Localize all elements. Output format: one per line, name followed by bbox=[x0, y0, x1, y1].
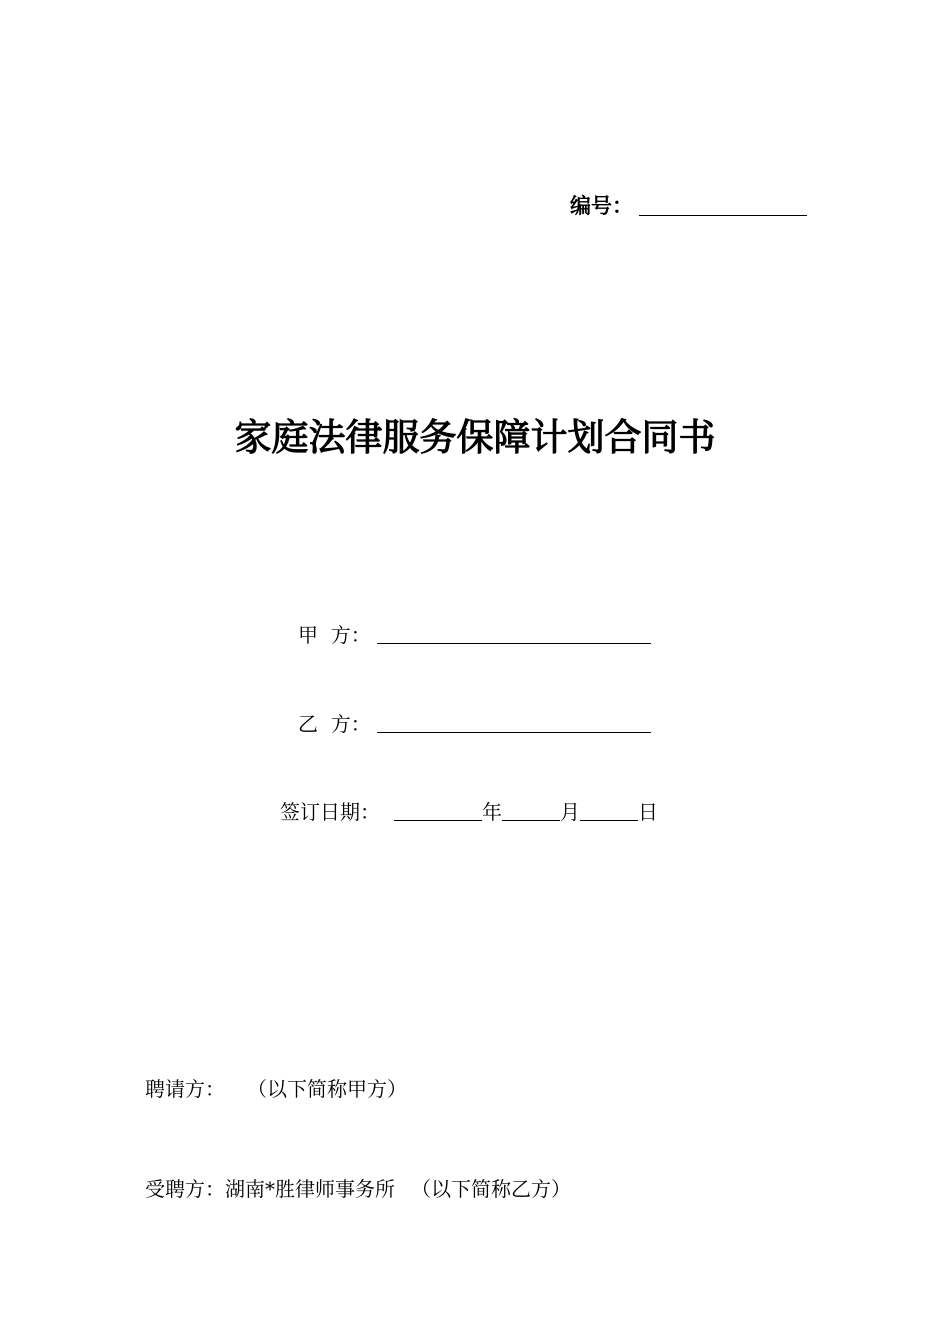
party-a-label: 甲 方： bbox=[298, 623, 371, 647]
signing-year-blank[interactable] bbox=[394, 820, 482, 821]
signing-month-unit: 月 bbox=[560, 800, 580, 824]
signing-month-blank[interactable] bbox=[502, 820, 560, 821]
contract-number-label: 编号： bbox=[570, 194, 633, 218]
employee-label: 受聘方： bbox=[145, 1177, 225, 1201]
employee-value: 湖南*胜律师事务所 bbox=[225, 1177, 395, 1201]
signing-date-label: 签订日期： bbox=[280, 800, 380, 824]
party-b-blank[interactable] bbox=[377, 732, 651, 733]
document-title: 家庭法律服务保障计划合同书 bbox=[234, 416, 716, 459]
employer-line bbox=[145, 1074, 407, 1104]
contract-number bbox=[570, 188, 807, 220]
contract-number-blank[interactable] bbox=[639, 215, 807, 216]
employee-note: （以下简称乙方） bbox=[411, 1177, 571, 1201]
employee-line bbox=[145, 1174, 571, 1204]
employer-note: （以下简称甲方） bbox=[247, 1077, 407, 1101]
party-a-line bbox=[298, 618, 651, 648]
signing-year-unit: 年 bbox=[482, 800, 502, 824]
employer-label: 聘请方： bbox=[145, 1077, 225, 1101]
signing-day-blank[interactable] bbox=[580, 820, 638, 821]
party-b-line bbox=[298, 707, 651, 737]
party-a-blank[interactable] bbox=[377, 643, 651, 644]
signing-date-line bbox=[280, 795, 658, 825]
party-b-label: 乙 方： bbox=[298, 712, 371, 736]
signing-day-unit: 日 bbox=[638, 800, 658, 824]
